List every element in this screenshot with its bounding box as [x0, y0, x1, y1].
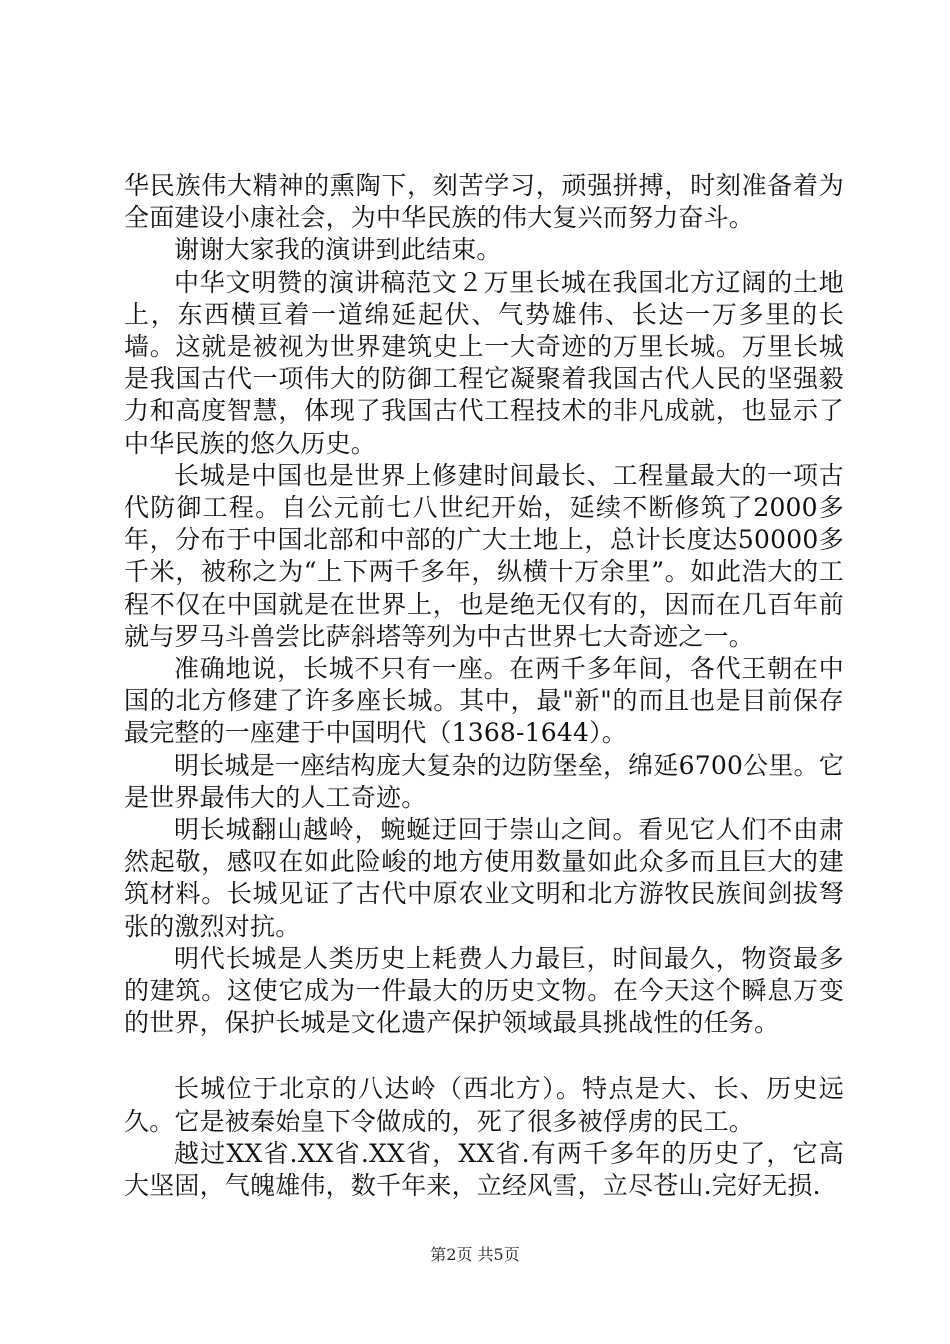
paragraph-10: 越过XX省.XX省.XX省，XX省.有两千多年的历史了，它高大坚固，气魄雄伟，数千年来，立经风雪，立尽苍山.完好无损. [124, 1138, 844, 1201]
paragraph-7: 明长城翻山越岭，蜿蜒迂回于崇山之间。看见它人们不由肃然起敬，感叹在如此险峻的地方使用数量如此众多而且巨大的建筑材料。长城见证了古代中原农业文明和北方游牧民族间剑拔弩张的激烈对抗。 [124, 815, 844, 941]
page-number-footer: 第2页 共5页 [430, 1245, 520, 1264]
paragraph-5: 准确地说，长城不只有一座。在两千多年间，各代王朝在中国的北方修建了许多座长城。其中，最"新"的而且也是目前保存最完整的一座建于中国明代（1368-1644）。 [124, 654, 844, 748]
paragraph-8: 明代长城是人类历史上耗费人力最巨，时间最久，物资最多的建筑。这使它成为一件最大的历史文物。在今天这个瞬息万变的世界，保护长城是文化遗产保护领域最具挑战性的任务。 [124, 943, 844, 1038]
document-body [124, 170, 844, 1202]
paragraph-spacer [124, 1039, 844, 1073]
paragraph-9: 长城位于北京的八达岭（西北方）。特点是大、长、历史远久。它是被秦始皇下令做成的，死了很多被俘虏的民工。 [124, 1074, 844, 1136]
paragraph-3: 中华文明赞的演讲稿范文２万里长城在我国北方辽阔的土地上，东西横亘着一道绵延起伏、气势雄伟、长达一万多里的长墙。这就是被视为世界建筑史上一大奇迹的万里长城。万里长城是我国古代一项伟大的防御工程它凝聚着我国古代人民的坚强毅力和高度智慧，体现了我国古代工程技术的非凡成就，也显示了中华民族的悠久历史。 [124, 267, 844, 458]
paragraph-4: 长城是中国也是世界上修建时间最长、工程量最大的一项古代防御工程。自公元前七八世纪开始，延续不断修筑了2000多年，分布于中国北部和中部的广大土地上，总计长度达50000多千米，被称之为“上下两千多年，纵横十万余里”。如此浩大的工程不仅在中国就是在世界上，也是绝无仅有的，因而在几百年前就与罗马斗兽尝比萨斜塔等列为中古世界七大奇迹之一。 [124, 460, 844, 651]
paragraph-2: 谢谢大家我的演讲到此结束。 [174, 235, 502, 265]
paragraph-1: 华民族伟大精神的熏陶下，刻苦学习，顽强拼搏，时刻准备着为全面建设小康社会，为中华民族的伟大复兴而努力奋斗。 [124, 171, 844, 233]
paragraph-6: 明长城是一座结构庞大复杂的边防堡垒，绵延6700公里。它是世界最伟大的人工奇迹。 [124, 750, 844, 812]
